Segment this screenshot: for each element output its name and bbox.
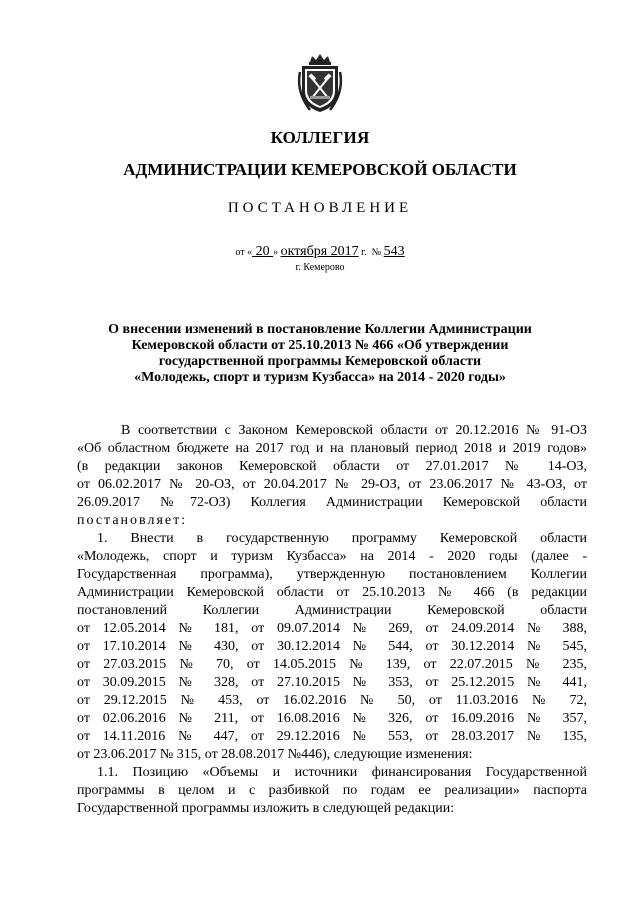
body-line: 1. Внести в государственную программу Кемеровской области	[97, 531, 587, 546]
subject-line: «Молодежь, спорт и туризм Кузбасса» на 2014 - 2020 годы»	[134, 370, 506, 385]
body-line: от 23.06.2017 № 315, от 28.08.2017 №446), следующие изменения:	[77, 747, 473, 762]
body-line: постановлений Коллегии Администрации Кемеровской области	[77, 603, 587, 618]
body-line: (в редакции законов Кемеровской области от 27.01.2017 № 14-ОЗ,	[77, 459, 587, 474]
document-subject	[60, 322, 580, 386]
subject-line: О внесении изменений в постановление Коллегии Администрации	[108, 322, 532, 337]
body-line: от 29.12.2015 № 453, от 16.02.2016 № 50, от 11.03.2016 № 72,	[77, 693, 587, 708]
body-line: от 14.11.2016 № 447, от 29.12.2016 № 553, от 28.03.2017 № 135,	[77, 729, 587, 744]
date-prefix: от «	[235, 247, 253, 258]
org-title-line1: КОЛЛЕГИЯ	[270, 128, 370, 147]
date-suffix: г.	[361, 247, 367, 258]
document-type: ПОСТАНОВЛЕНИЕ	[227, 200, 413, 216]
body-line: от 06.02.2017 № 20-ОЗ, от 20.04.2017 № 29-ОЗ, от 23.06.2017 № 43-ОЗ, от	[77, 477, 587, 492]
date-month-year: октября 2017	[280, 244, 359, 259]
body-line: от 02.06.2016 № 211, от 16.08.2016 № 326, от 16.09.2016 № 357,	[77, 711, 587, 726]
number-prefix: №	[371, 247, 382, 258]
subject-line: Кемеровской области от 25.10.2013 № 466 «Об утверждении	[131, 338, 509, 353]
body-line: 26.09.2017 №72-ОЗ) Коллегия Администрации Кемеровской области	[77, 495, 587, 510]
body-line: от 17.10.2014 № 430, от 30.12.2014 № 544, от 30.12.2014 № 545,	[77, 639, 587, 654]
city: г. Кемерово	[295, 262, 345, 273]
body-line: «Молодежь, спорт и туризм Кузбасса» на 2014 - 2020 годы (далее -	[77, 549, 587, 564]
org-title-line2: АДМИНИСТРАЦИИ КЕМЕРОВСКОЙ ОБЛАСТИ	[123, 160, 517, 179]
body-line: 1.1. Позицию «Объемы и источники финансирования Государственной	[97, 765, 587, 780]
document-number: 543	[383, 244, 405, 259]
coat-of-arms-icon	[296, 52, 344, 116]
body-line: от 12.05.2014 № 181, от 09.07.2014 № 269, от 24.09.2014 № 388,	[77, 621, 587, 636]
subject-line: государственной программы Кемеровской области	[158, 354, 482, 369]
date-mid: »	[273, 247, 279, 258]
body-line: Государственной программы изложить в следующей редакции:	[77, 801, 455, 816]
date-line	[0, 244, 640, 260]
body-line: «Об областном бюджете на 2017 год и на плановый период 2018 и 2019 годов»	[77, 441, 587, 456]
body-line: от 27.03.2015 № 70, от 14.05.2015 № 139, от 22.07.2015 № 235,	[77, 657, 587, 672]
body-line: Администрации Кемеровской области от 25.10.2013 № 466 (в редакции	[77, 585, 587, 600]
body-line: программы в целом и с разбивкой по годам ее реализации» паспорта	[77, 783, 587, 798]
body-line: В соответствии с Законом Кемеровской области от 20.12.2016 № 91-ОЗ	[121, 423, 587, 438]
body-line: постановляет:	[77, 513, 188, 528]
date-day: 20	[255, 244, 270, 259]
body-line: от 30.09.2015 № 328, от 27.10.2015 № 353, от 25.12.2015 № 441,	[77, 675, 587, 690]
body-line: Государственная программа), утвержденную постановлением Коллегии	[77, 567, 587, 582]
document-body	[77, 422, 587, 818]
